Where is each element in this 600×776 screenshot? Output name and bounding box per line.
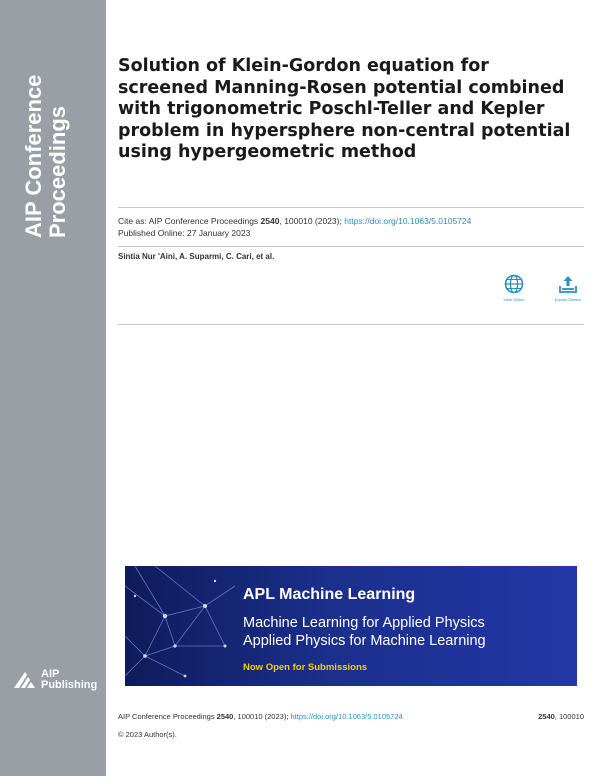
view-online-button[interactable] [494, 274, 534, 302]
citation-block [118, 215, 471, 239]
banner-subtitle-line2: Applied Physics for Machine Learning [243, 633, 486, 649]
banner-subtitle-line1: Machine Learning for Applied Physics [243, 615, 485, 631]
footer-page-number: , 100010 [554, 712, 584, 721]
author-list[interactable]: Sintia Nur 'Aini, A. Suparmi, C. Cari, et al. [118, 252, 275, 261]
article-title: Solution of Klein-Gordon equation for screened Manning-Rosen potential combined with trigonometric Poschl-Teller and Kepler problem in hypersphere non-central potential using hypergeometric method [118, 56, 571, 162]
divider-middle [118, 246, 584, 247]
footer-volume: 2540 [216, 712, 234, 721]
divider-top [118, 207, 584, 208]
journal-advert-banner[interactable] [125, 566, 577, 686]
journal-name-line2: Proceedings [45, 105, 70, 238]
view-online-label: View Online [503, 297, 525, 302]
doi-link[interactable]: https://doi.org/10.1063/5.0105724 [344, 216, 472, 226]
citation-volume: 2540 [260, 216, 280, 226]
export-icon [558, 274, 578, 294]
publisher-name [41, 669, 97, 691]
footer-page-ref [538, 712, 584, 721]
publisher-line2: Publishing [41, 679, 98, 691]
footer-page-volume: 2540 [538, 712, 555, 721]
network-art-icon [125, 566, 235, 686]
citation-line [118, 215, 471, 227]
banner-title: APL Machine Learning [243, 586, 416, 603]
journal-name [22, 28, 70, 238]
footer-rest: , 100010 (2023); [233, 712, 291, 721]
journal-name-line1: AIP Conference [21, 74, 46, 238]
footer-citation [118, 712, 584, 721]
banner-subtitle [243, 614, 486, 650]
publisher-logo-icon [12, 668, 38, 692]
banner-cta[interactable]: Now Open for Submissions [243, 662, 368, 673]
export-citation-label: Export Citation [554, 297, 582, 302]
citation-rest: , 100010 (2023); [279, 216, 345, 226]
footer-doi-link[interactable]: https://doi.org/10.1063/5.0105724 [290, 712, 403, 721]
citation-prefix: Cite as: AIP Conference Proceedings [118, 216, 261, 226]
published-date: Published Online: 27 January 2023 [118, 228, 251, 238]
globe-icon [504, 274, 524, 294]
publisher-line1: AIP [41, 668, 60, 680]
export-citation-button[interactable] [548, 274, 588, 302]
copyright: © 2023 Author(s). [118, 730, 177, 739]
divider-bottom [118, 324, 584, 325]
publisher-logo [12, 668, 97, 692]
sidebar [0, 0, 106, 776]
footer-prefix: AIP Conference Proceedings [118, 712, 217, 721]
